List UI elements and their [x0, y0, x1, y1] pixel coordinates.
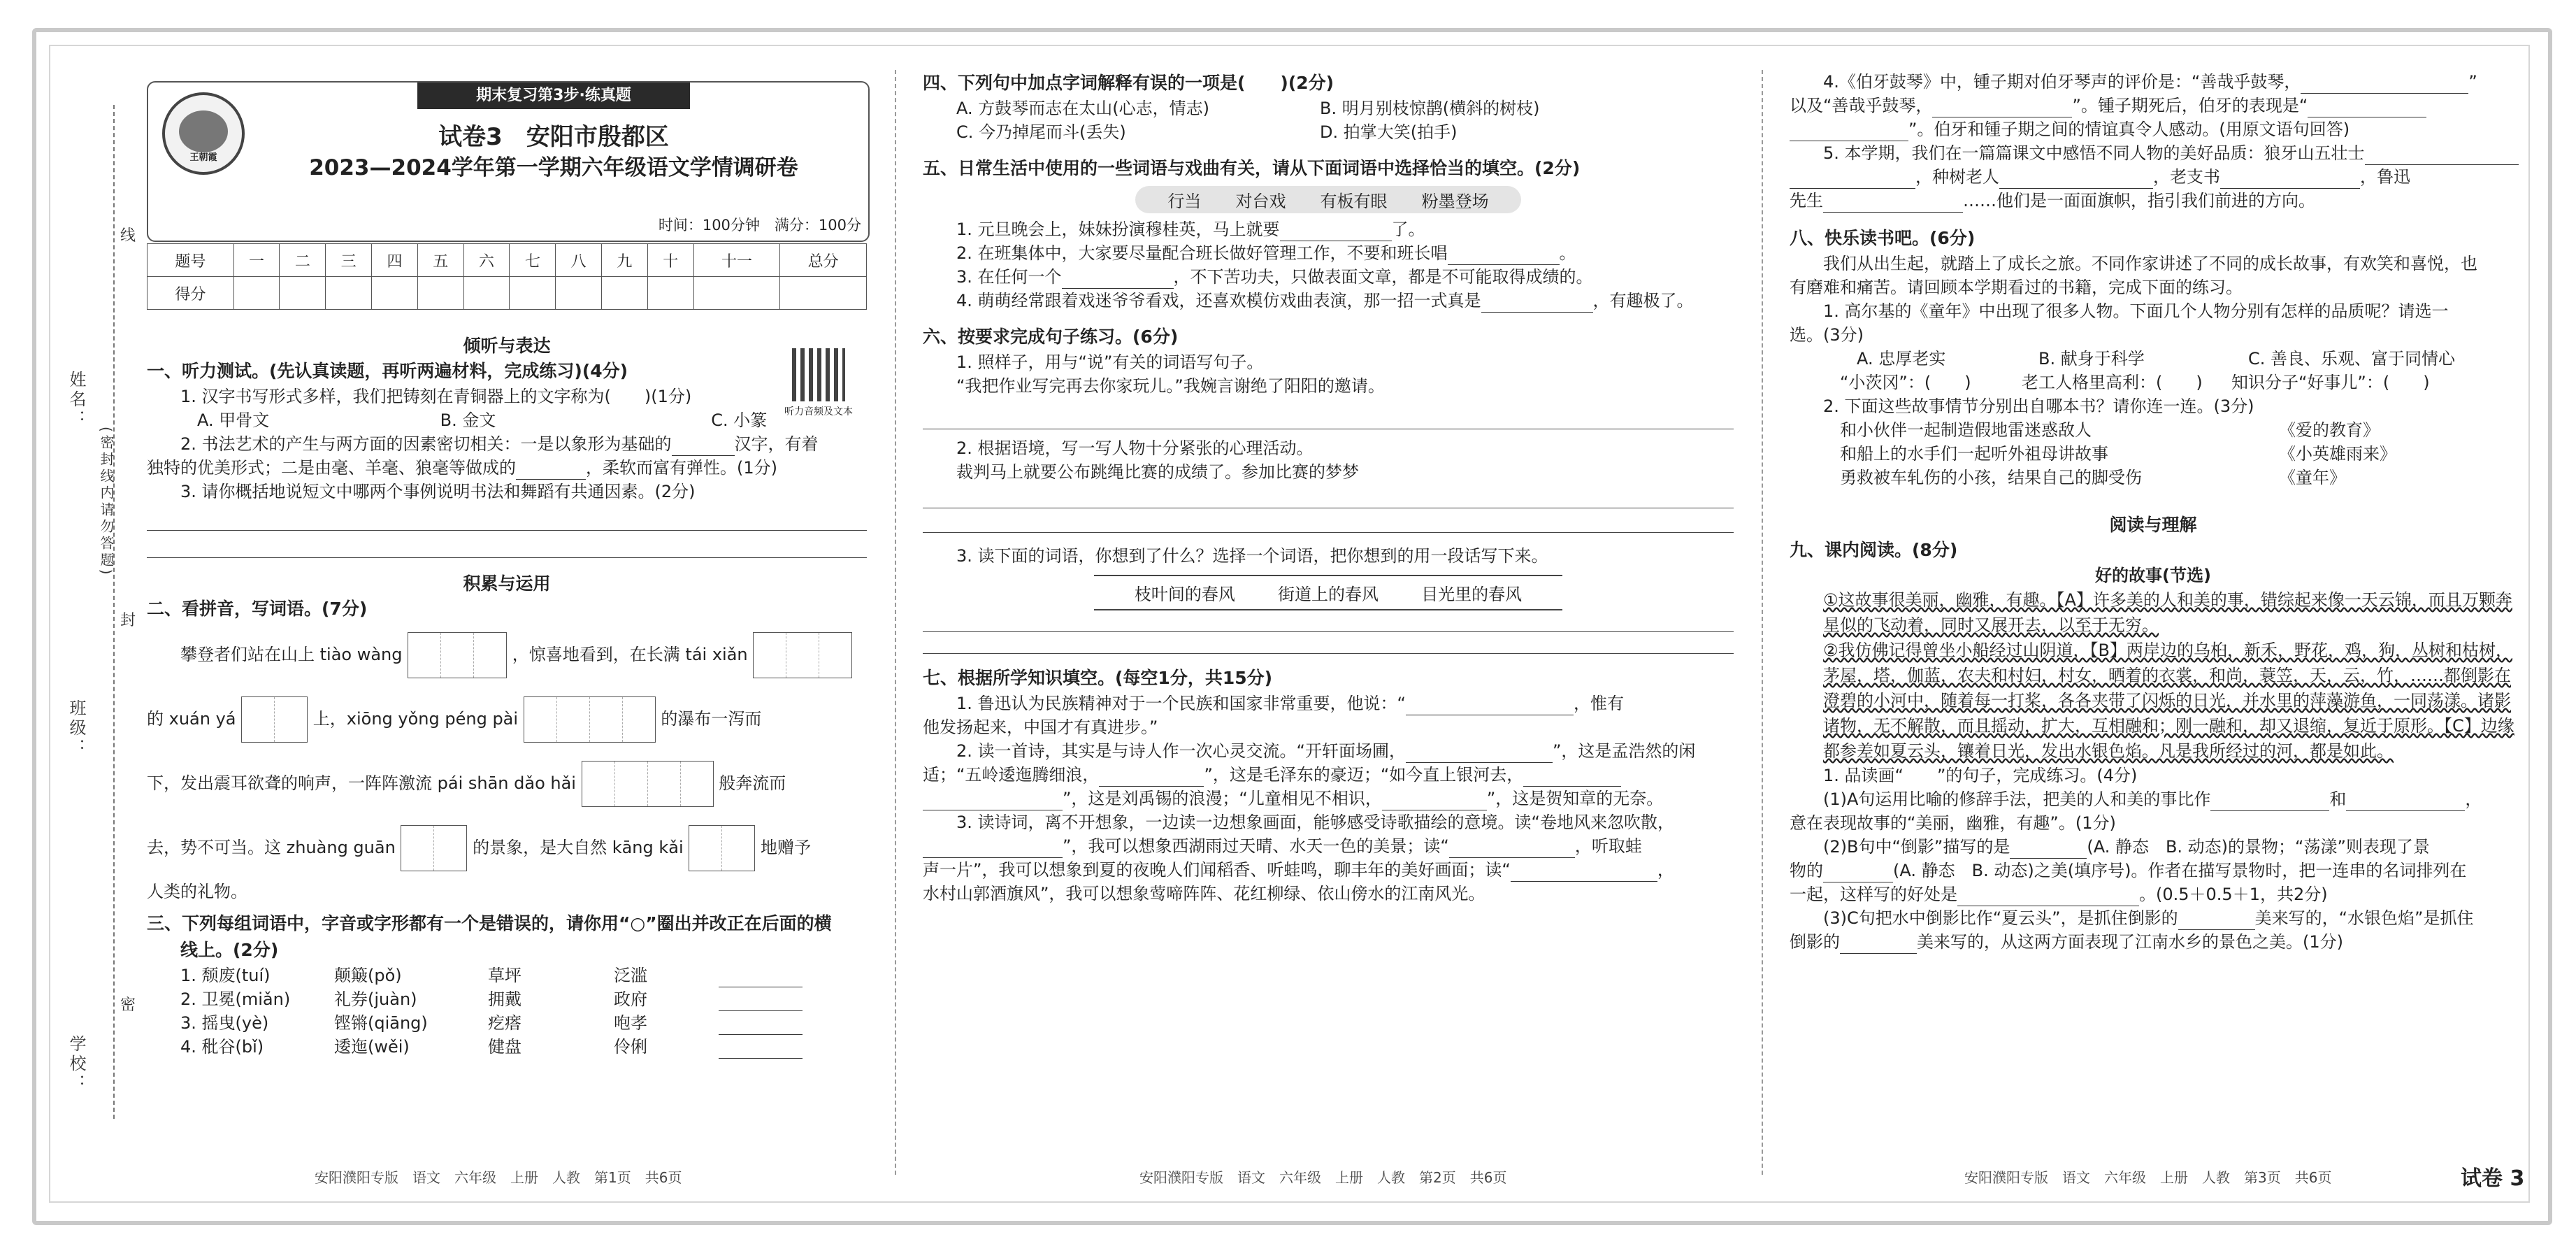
char-grid[interactable]: [753, 632, 852, 678]
text: ，不下苦功夫，只做表面文章，都是不可能取得成绩的。: [1173, 267, 1593, 287]
score-cell: 总分: [780, 244, 867, 277]
text: 般奔流而: [719, 773, 786, 793]
q8-2-matching: [1790, 418, 2517, 506]
q7-5-cont: [1790, 165, 2517, 189]
text: ”。伯牙和锺子期之间的情谊真令人感动。(用原文语句回答): [1908, 120, 2350, 139]
answer-blank[interactable]: [1932, 99, 2072, 117]
question-8: 八、快乐读书吧。(6分): [1790, 228, 1976, 248]
logo-emblem-icon: [179, 110, 228, 152]
answer-blank[interactable]: [719, 992, 803, 1011]
text: (3)C句把水中倒影比作“夏云头”，是抓住倒影的: [1823, 908, 2178, 928]
word[interactable]: 咆孝: [614, 1013, 647, 1033]
text: ，听取蛙: [1574, 836, 1642, 856]
q6-2-example: 裁判马上就要公布跳绳比赛的成绩了。参加比赛的梦梦: [956, 462, 1359, 482]
word[interactable]: 铿锵(qiāng): [334, 1013, 428, 1033]
text: 适；“五岭逶迤腾细浪，: [923, 765, 1100, 785]
exam-header: [147, 81, 870, 242]
match-right-item[interactable]: 《爱的教育》: [2279, 420, 2380, 440]
word[interactable]: 逶迤(wěi): [334, 1037, 410, 1057]
match-right-item[interactable]: 《童年》: [2279, 468, 2346, 487]
paper-number-mark: 试卷 3: [2461, 1166, 2525, 1191]
answer-blank[interactable]: [923, 839, 1063, 858]
word-bank-pill: [1135, 186, 1520, 213]
text: 5. 本学期，我们在一篇篇课文中感悟不同人物的美好品质：狼牙山五壮士: [1823, 143, 2365, 163]
score-cell: 九: [602, 244, 648, 277]
q9-1-2-cont2: [1790, 882, 2517, 906]
char-grid[interactable]: [401, 825, 467, 871]
score-table-header-row: [147, 244, 867, 277]
score-cell: 六: [463, 244, 510, 277]
q4-options-row: [923, 96, 1734, 120]
answer-blank[interactable]: [2210, 792, 2329, 811]
text: 倒影的: [1790, 932, 1840, 952]
text: 。(0.5＋0.5＋1，共2分): [2139, 885, 2328, 904]
text: 4.《伯牙鼓琴》中，锺子期对伯牙琴声的评价是：“善哉乎鼓琴，: [1823, 72, 2301, 92]
question-6: 六、按要求完成句子练习。(6分): [923, 327, 1179, 347]
page-footer-2: 安阳濮阳专版 语文 六年级 上册 人教 第2页 共6页: [1139, 1169, 1507, 1186]
class-field-label: 班级：: [66, 699, 86, 758]
word[interactable]: 伶俐: [614, 1037, 647, 1057]
word[interactable]: 疙瘩: [488, 1013, 521, 1033]
score-input-cell[interactable]: [417, 277, 463, 310]
answer-blank[interactable]: [1382, 792, 1487, 810]
answer-blank[interactable]: [923, 792, 1063, 810]
answer-blank[interactable]: [1840, 935, 1917, 954]
answer-blank[interactable]: [672, 437, 735, 456]
q8-intro: 我们从出生起，就踏上了成长之旅。不同作家讲述了不同的成长故事，有欢笑和喜悦，也: [1823, 254, 2477, 273]
answer-blank[interactable]: [2365, 146, 2519, 165]
answer-blank[interactable]: [2308, 99, 2426, 117]
q6-2: 2. 根据语境，写一写人物十分紧张的心理活动。: [956, 438, 1314, 458]
q7-1-cont: 他发扬起来，中国才有真进步。”: [923, 717, 1158, 737]
text: 独特的优美形式；二是由毫、羊毫、狼毫等做成的: [147, 458, 516, 478]
column-divider: [1762, 70, 1763, 1175]
q7-3-cont2: [923, 858, 1734, 882]
question-2: 二、看拼音，写词语。(7分): [147, 599, 368, 619]
text: ，惟有: [1573, 694, 1624, 713]
score-input-cell[interactable]: [647, 277, 693, 310]
q7-3: 3. 读诗词，离不开想象，一边读一边想象画面，能够感受诗歌描绘的意境。读“卷地风来忽吹散，: [956, 813, 1674, 832]
q7-2-cont: [923, 763, 1734, 787]
answer-blank[interactable]: [1099, 768, 1204, 787]
publisher-logo: [162, 92, 245, 175]
page-footer-1: 安阳濮阳专版 语文 六年级 上册 人教 第1页 共6页: [315, 1169, 682, 1186]
option-a[interactable]: A. 忠厚老实: [1857, 349, 1946, 369]
text: ”: [2468, 72, 2477, 92]
score-input-cell[interactable]: [463, 277, 510, 310]
text: 下，发出震耳欲聋的响声，一阵阵激流 pái shān dǎo hǎi: [147, 773, 576, 793]
word[interactable]: 2. 卫冕(miǎn): [180, 989, 291, 1009]
score-cell: 得分: [147, 277, 234, 310]
answer-blank[interactable]: [2178, 911, 2255, 930]
answer-blank[interactable]: [1523, 768, 1621, 787]
answer-blank[interactable]: [1406, 696, 1574, 715]
qr-code-icon[interactable]: [792, 348, 845, 401]
q8-1-options: [1790, 347, 2517, 371]
answer-slot[interactable]: 老工人格里高利：( ): [2022, 373, 2203, 392]
text: 2. 在班集体中，大家要尽量配合班长做好管理工作，不要和班长唱: [956, 243, 1448, 263]
text: 攀登者们站在山上 tiào wàng: [180, 645, 403, 664]
text: 。: [1559, 243, 1576, 263]
question-7: 七、根据所学知识填空。(每空1分，共15分): [923, 668, 1273, 688]
answer-blank[interactable]: [1790, 170, 1915, 189]
answer-blank[interactable]: [719, 1040, 803, 1059]
passage-paragraph-1: ①这故事很美丽，幽雅，有趣。【A】许多美的人和美的事，错综起来像一天云锦，而且万颗奔星似的飞动着，同时又展开去，以至于无穷。: [1823, 590, 2512, 635]
q5-4: [923, 289, 1734, 313]
option-d[interactable]: D. 拍掌大笑(拍手): [1320, 122, 1458, 142]
text: 3. 在任何一个: [956, 267, 1062, 287]
answer-blank[interactable]: [1999, 170, 2153, 189]
score-cell: 二: [280, 244, 326, 277]
q6-3: 3. 读下面的词语，你想到了什么？选择一个词语，把你想到的用一段话写下来。: [956, 546, 1548, 566]
passage-paragraph-2: ②我仿佛记得曾坐小船经过山阴道，【B】两岸边的乌桕，新禾，野花，鸡，狗，丛树和枯树，茅屋，塔，伽蓝，农夫和村妇，村女，晒着的衣裳，和尚，蓑笠，天，云，竹，……都倒影在澄碧的小河中，随着每一打桨，各各夹带了闪烁的日光，并水里的萍藻游鱼，一同荡漾。诸影诸物，无不解散，而且摇动，扩大，互相融和；刚一融和，却又退缩，复近于原形。【C】边缘都参差如夏云头，镶着日光，发出水银色焰。凡是我所经过的河，都是如此。: [1823, 641, 2514, 761]
text: 去，势不可当。这 zhuàng guān: [147, 838, 396, 857]
score-input-cell[interactable]: [693, 277, 780, 310]
answer-blank[interactable]: [2301, 75, 2468, 94]
text: 4. 萌萌经常跟着戏迷爷爷看戏，还喜欢模仿戏曲表演，那一招一式真是: [956, 291, 1481, 310]
q3-row: [147, 1035, 867, 1059]
text: ……他们是一面面旗帜，指引我们前进的方向。: [1963, 191, 2315, 210]
text: ，种树老人: [1915, 167, 1999, 187]
q8-intro-cont: 有磨难和痛苦。请回顾本学期看过的书籍，完成下面的练习。: [1790, 278, 2243, 297]
q6-1: 1. 照样子，用与“说”有关的词语写句子。: [956, 352, 1264, 372]
text: (A. 静态 B. 动态)的景物；“荡漾”则表现了景: [2087, 837, 2430, 857]
answer-line[interactable]: [923, 631, 1734, 632]
text: 2. 书法艺术的产生与两方面的因素密切相关：一是以象形为基础的: [180, 434, 672, 454]
qr-caption: 听力音频及文本: [784, 406, 853, 417]
score-input-cell[interactable]: [372, 277, 418, 310]
match-left-item[interactable]: 和船上的水手们一起听外祖母讲故事: [1840, 444, 2108, 464]
match-left-item[interactable]: 勇救被车轧伤的小孩，结果自己的脚受伤: [1840, 468, 2142, 487]
q5-1: [923, 217, 1734, 241]
option-c[interactable]: C. 今乃掉尾而斗(丢失): [956, 122, 1126, 142]
char-grid[interactable]: [689, 825, 755, 871]
text: 声一片”，我可以想象到夏的夜晚人们闻稻香、听蛙鸣，聊丰年的美好画面；读“: [923, 860, 1511, 880]
answer-blank[interactable]: [1957, 887, 2139, 906]
passage-title: 好的故事(节选): [2095, 566, 2211, 585]
text: 地赠予: [760, 838, 811, 857]
score-table-score-row: [147, 277, 867, 310]
name-field-label: 姓名：: [66, 371, 86, 429]
answer-blank[interactable]: [719, 968, 803, 987]
word-option[interactable]: 行当: [1167, 192, 1202, 211]
question-3-rows: [147, 964, 867, 1059]
question-2-pinyin: [147, 622, 867, 880]
word-option[interactable]: 目光里的春风: [1421, 585, 1523, 604]
q7-2: [923, 739, 1734, 763]
q7-4-cont2: [1790, 117, 2517, 141]
q9-1-1-cont: 意在表现故事的“美丽，幽雅，有趣”。(1分): [1790, 813, 2116, 833]
char-grid[interactable]: [524, 696, 656, 743]
answer-blank[interactable]: [1790, 122, 1908, 141]
q5-3: [923, 265, 1734, 289]
q3-row: [147, 964, 867, 987]
word-option[interactable]: 有板有眼: [1320, 192, 1388, 211]
option-b[interactable]: B. 明月别枝惊鹊(横斜的树枝): [1320, 99, 1540, 118]
question-1-2-cont: [147, 456, 867, 480]
char-grid[interactable]: [582, 761, 714, 807]
score-input-cell[interactable]: [510, 277, 556, 310]
word[interactable]: 政府: [614, 989, 647, 1009]
text: 汉字，有着: [734, 434, 819, 454]
word[interactable]: 草坪: [488, 966, 521, 985]
logo-text: 王朝霞: [189, 152, 217, 163]
q9-1-2-cont: [1790, 859, 2517, 882]
q6-1-example: “我把作业写完再去你家玩儿。”我婉言谢绝了阳阳的邀请。: [956, 376, 1385, 396]
answer-line[interactable]: [923, 532, 1734, 533]
text: ，柔软而富有弹性。(1分): [586, 458, 777, 478]
text: 美来写的，从这两方面表现了江南水乡的景色之美。(1分): [1917, 932, 2343, 952]
score-cell: 七: [510, 244, 556, 277]
word[interactable]: 泛滥: [614, 966, 647, 985]
answer-blank[interactable]: [1481, 294, 1593, 313]
q7-2-cont2: [923, 787, 1734, 810]
question-2-end: 人类的礼物。: [147, 882, 247, 901]
match-right-item[interactable]: 《小英雄雨来》: [2279, 444, 2396, 464]
seal-mark-line: 线: [119, 224, 137, 245]
answer-line[interactable]: [923, 653, 1734, 654]
word[interactable]: 3. 摇曳(yè): [180, 1013, 269, 1033]
qr-block: [784, 348, 853, 418]
school-field-label: 学校：: [66, 1035, 86, 1094]
q9-1-2: [1790, 835, 2517, 859]
text: ，惊喜地看到，在长满 tái xiǎn: [512, 645, 748, 664]
question-9: 九、课内阅读。(8分): [1790, 540, 1958, 560]
text: (1)A句运用比喻的修辞手法，把美的人和美的事比作: [1823, 789, 2211, 809]
text: 先生: [1790, 191, 1823, 210]
score-input-cell[interactable]: [326, 277, 372, 310]
q5-2: [923, 241, 1734, 265]
text: ，: [1657, 860, 1674, 880]
answer-blank[interactable]: [1511, 863, 1657, 882]
answer-blank[interactable]: [2010, 840, 2087, 859]
answer-blank[interactable]: [1280, 222, 1392, 241]
q3-row: [147, 1011, 867, 1035]
answer-slot[interactable]: “小茨冈”：( ): [1840, 373, 1971, 392]
review-step-tag: 期末复习第3步·练真题: [417, 83, 690, 109]
seal-note: (密封线内请勿答题): [98, 427, 115, 578]
answer-blank[interactable]: [1823, 864, 1893, 882]
score-cell: 三: [326, 244, 372, 277]
text: 一起，这样写的好处是: [1790, 885, 1957, 904]
q7-3-cont: [923, 834, 1734, 858]
score-cell: 题号: [147, 244, 234, 277]
text: (2)B句中“倒影”描写的是: [1823, 837, 2010, 857]
question-1-1-options: [147, 408, 867, 432]
text: ”，我可以想象西湖雨过天晴、水天一色的美景；读“: [1063, 836, 1449, 856]
option-a[interactable]: A. 甲骨文: [197, 410, 270, 430]
text: ”，这是刘禹锡的浪漫；“儿童相见不相识，: [1063, 789, 1382, 808]
text: ，老支书: [2153, 167, 2220, 187]
word-option[interactable]: 枝叶间的春风: [1134, 585, 1235, 604]
answer-blank[interactable]: [1406, 744, 1553, 763]
score-cell: 十: [647, 244, 693, 277]
option-b[interactable]: B. 献身于科学: [2038, 349, 2145, 369]
score-cell: 一: [233, 244, 280, 277]
answer-blank[interactable]: [2346, 792, 2465, 811]
char-grid[interactable]: [241, 696, 308, 743]
score-cell: 八: [556, 244, 602, 277]
word[interactable]: 礼券(juàn): [334, 989, 417, 1009]
answer-blank[interactable]: [1448, 246, 1560, 265]
text: ，鲁迅: [2360, 167, 2410, 187]
answer-line[interactable]: [147, 557, 867, 558]
question-3-cont: 线上。(2分): [180, 940, 279, 960]
section-listening: 倾听与表达: [463, 336, 551, 356]
word[interactable]: 拥戴: [488, 989, 521, 1009]
text: ”，这是贺知章的无奈。: [1486, 789, 1664, 808]
text: 上，xiōng yǒng péng pài: [312, 709, 519, 729]
word[interactable]: 颠簸(pǒ): [334, 966, 402, 985]
text: ”，这是毛泽东的豪迈；“如今直上银河去，: [1204, 765, 1524, 785]
text: 的 xuán yá: [147, 709, 236, 729]
q7-1: [923, 692, 1734, 715]
column-2: [923, 70, 1734, 1168]
question-1-1: 1. 汉字书写形式多样，我们把铸刻在青铜器上的文字称为( )(1分): [180, 387, 692, 406]
q9-1: 1. 品读画“ ”的句子，完成练习。(4分): [1823, 766, 2138, 785]
text: 的瀑布一泻而: [661, 709, 762, 729]
seal-mark-seal: 封: [119, 608, 137, 630]
answer-blank[interactable]: [516, 461, 586, 480]
word-option[interactable]: 粉墨登场: [1421, 192, 1489, 211]
question-5: 五、日常生活中使用的一些词语与戏曲有关，请从下面词语中选择恰当的填空。(2分): [923, 158, 1581, 178]
q7-4: [1790, 70, 2517, 94]
q3-row: [147, 987, 867, 1011]
column-1: [147, 70, 867, 1168]
text: 和: [2329, 789, 2347, 809]
time-score: 时间：100分钟 满分：100分: [658, 217, 861, 234]
score-input-cell[interactable]: [556, 277, 602, 310]
q7-5: [1790, 141, 2517, 165]
text: 美来写的，“水银色焰”是抓住: [2254, 908, 2474, 928]
q8-1-items: [1790, 371, 2517, 394]
text: ，有趣极了。: [1592, 291, 1694, 310]
score-cell: 五: [417, 244, 463, 277]
option-b[interactable]: B. 金文: [440, 410, 496, 430]
question-4: 四、下列句中加点字词解释有误的一项是( )(2分): [923, 73, 1334, 93]
text: 1. 元旦晚会上，妹妹扮演穆桂英，马上就要: [956, 220, 1280, 239]
seal-line: [113, 105, 115, 1119]
q5-word-bank: [923, 186, 1734, 213]
score-input-cell[interactable]: [602, 277, 648, 310]
option-c[interactable]: C. 小篆: [711, 410, 768, 430]
text: ，: [2465, 789, 2482, 809]
column-divider: [895, 70, 896, 1175]
option-c[interactable]: C. 善良、乐观、富于同情心: [2248, 349, 2456, 369]
score-input-cell[interactable]: [280, 277, 326, 310]
answer-line[interactable]: [147, 530, 867, 531]
question-3: 三、下列每组词语中，字音或字形都有一个是错误的，请你用“○”圈出并改正在后面的横: [147, 913, 832, 934]
word[interactable]: 1. 颓废(tuí): [180, 966, 271, 985]
q8-2: 2. 下面这些故事情节分别出自哪本书？请你连一连。(3分): [1823, 396, 2254, 416]
q7-5-cont2: [1790, 189, 2517, 213]
q7-4-cont: [1790, 94, 2517, 117]
reading-passage: [1790, 587, 2517, 764]
answer-blank[interactable]: [2220, 170, 2360, 189]
text: (A. 静态 B. 动态)之美(填序号)。作者在描写景物时，把一连串的名词排列在: [1893, 861, 2467, 880]
text: ”，这是孟浩然的闲: [1552, 741, 1696, 761]
q6-3-word-banner: [923, 575, 1734, 610]
word-banner: [1094, 575, 1562, 610]
text: 了。: [1391, 220, 1425, 239]
text: ”。锺子期死后，伯牙的表现是“: [2072, 96, 2308, 115]
word-option[interactable]: 街道上的春风: [1278, 585, 1379, 604]
section-accumulation: 积累与运用: [463, 573, 551, 594]
text: 1. 鲁迅认为民族精神对于一个民族和国家非常重要，他说：“: [956, 694, 1406, 713]
word-option[interactable]: 对台戏: [1235, 192, 1286, 211]
text: 的景象，是大自然 kāng kǎi: [473, 838, 684, 857]
q7-3-cont3: 水村山郭酒旗风”，我可以想象莺啼阵阵、花红柳绿、依山傍水的江南风光。: [923, 884, 1485, 903]
text: 2. 读一首诗，其实是与诗人作一次心灵交流。“开轩面场圃，: [956, 741, 1406, 761]
page-footer-3: 安阳濮阳专版 语文 六年级 上册 人教 第3页 共6页: [1964, 1169, 2332, 1186]
q4-options-row: [923, 120, 1734, 144]
q8-1: 1. 高尔基的《童年》中出现了很多人物。下面几个人物分别有怎样的品质呢？请选一: [1823, 301, 2449, 321]
q9-1-3-cont: [1790, 930, 2517, 954]
question-1-3: 3. 请你概括地说短文中哪两个事例说明书法和舞蹈有共通因素。(2分): [180, 482, 696, 501]
score-input-cell[interactable]: [780, 277, 867, 310]
char-grid[interactable]: [408, 632, 507, 678]
text: 物的: [1790, 861, 1823, 880]
option-a[interactable]: A. 方鼓琴而志在太山(心志，情志): [956, 99, 1209, 118]
match-left-item[interactable]: 和小伙伴一起制造假地雷迷惑敌人: [1840, 420, 2092, 440]
answer-blank[interactable]: [1823, 194, 1963, 213]
answer-slot[interactable]: 知识分子“好事儿”：( ): [2231, 373, 2430, 392]
score-table: [147, 243, 867, 310]
answer-blank[interactable]: [1449, 839, 1575, 858]
column-3: [1790, 70, 2517, 1168]
q9-1-3: [1790, 906, 2517, 930]
word[interactable]: 健盘: [488, 1037, 521, 1057]
exam-subtitle: 2023—2024学年第一学期六年级语文学情调研卷: [309, 155, 798, 180]
exam-title: 试卷3 安阳市殷都区: [438, 123, 669, 151]
answer-blank[interactable]: [1062, 270, 1174, 289]
answer-blank[interactable]: [719, 1016, 803, 1035]
score-cell: 十一: [693, 244, 780, 277]
text: 以及“善哉乎鼓琴，: [1790, 96, 1933, 115]
score-input-cell[interactable]: [233, 277, 280, 310]
section-reading: 阅读与理解: [2109, 515, 2197, 535]
q8-1-cont: 选。(3分): [1790, 325, 1864, 345]
q9-1-1: [1790, 787, 2517, 811]
word[interactable]: 4. 秕谷(bǐ): [180, 1037, 264, 1057]
question-1: 一、听力测试。(先认真读题，再听两遍材料，完成练习)(4分): [147, 361, 628, 381]
score-cell: 四: [372, 244, 418, 277]
seal-mark-secret: 密: [119, 993, 137, 1015]
question-1-2: [147, 432, 867, 456]
